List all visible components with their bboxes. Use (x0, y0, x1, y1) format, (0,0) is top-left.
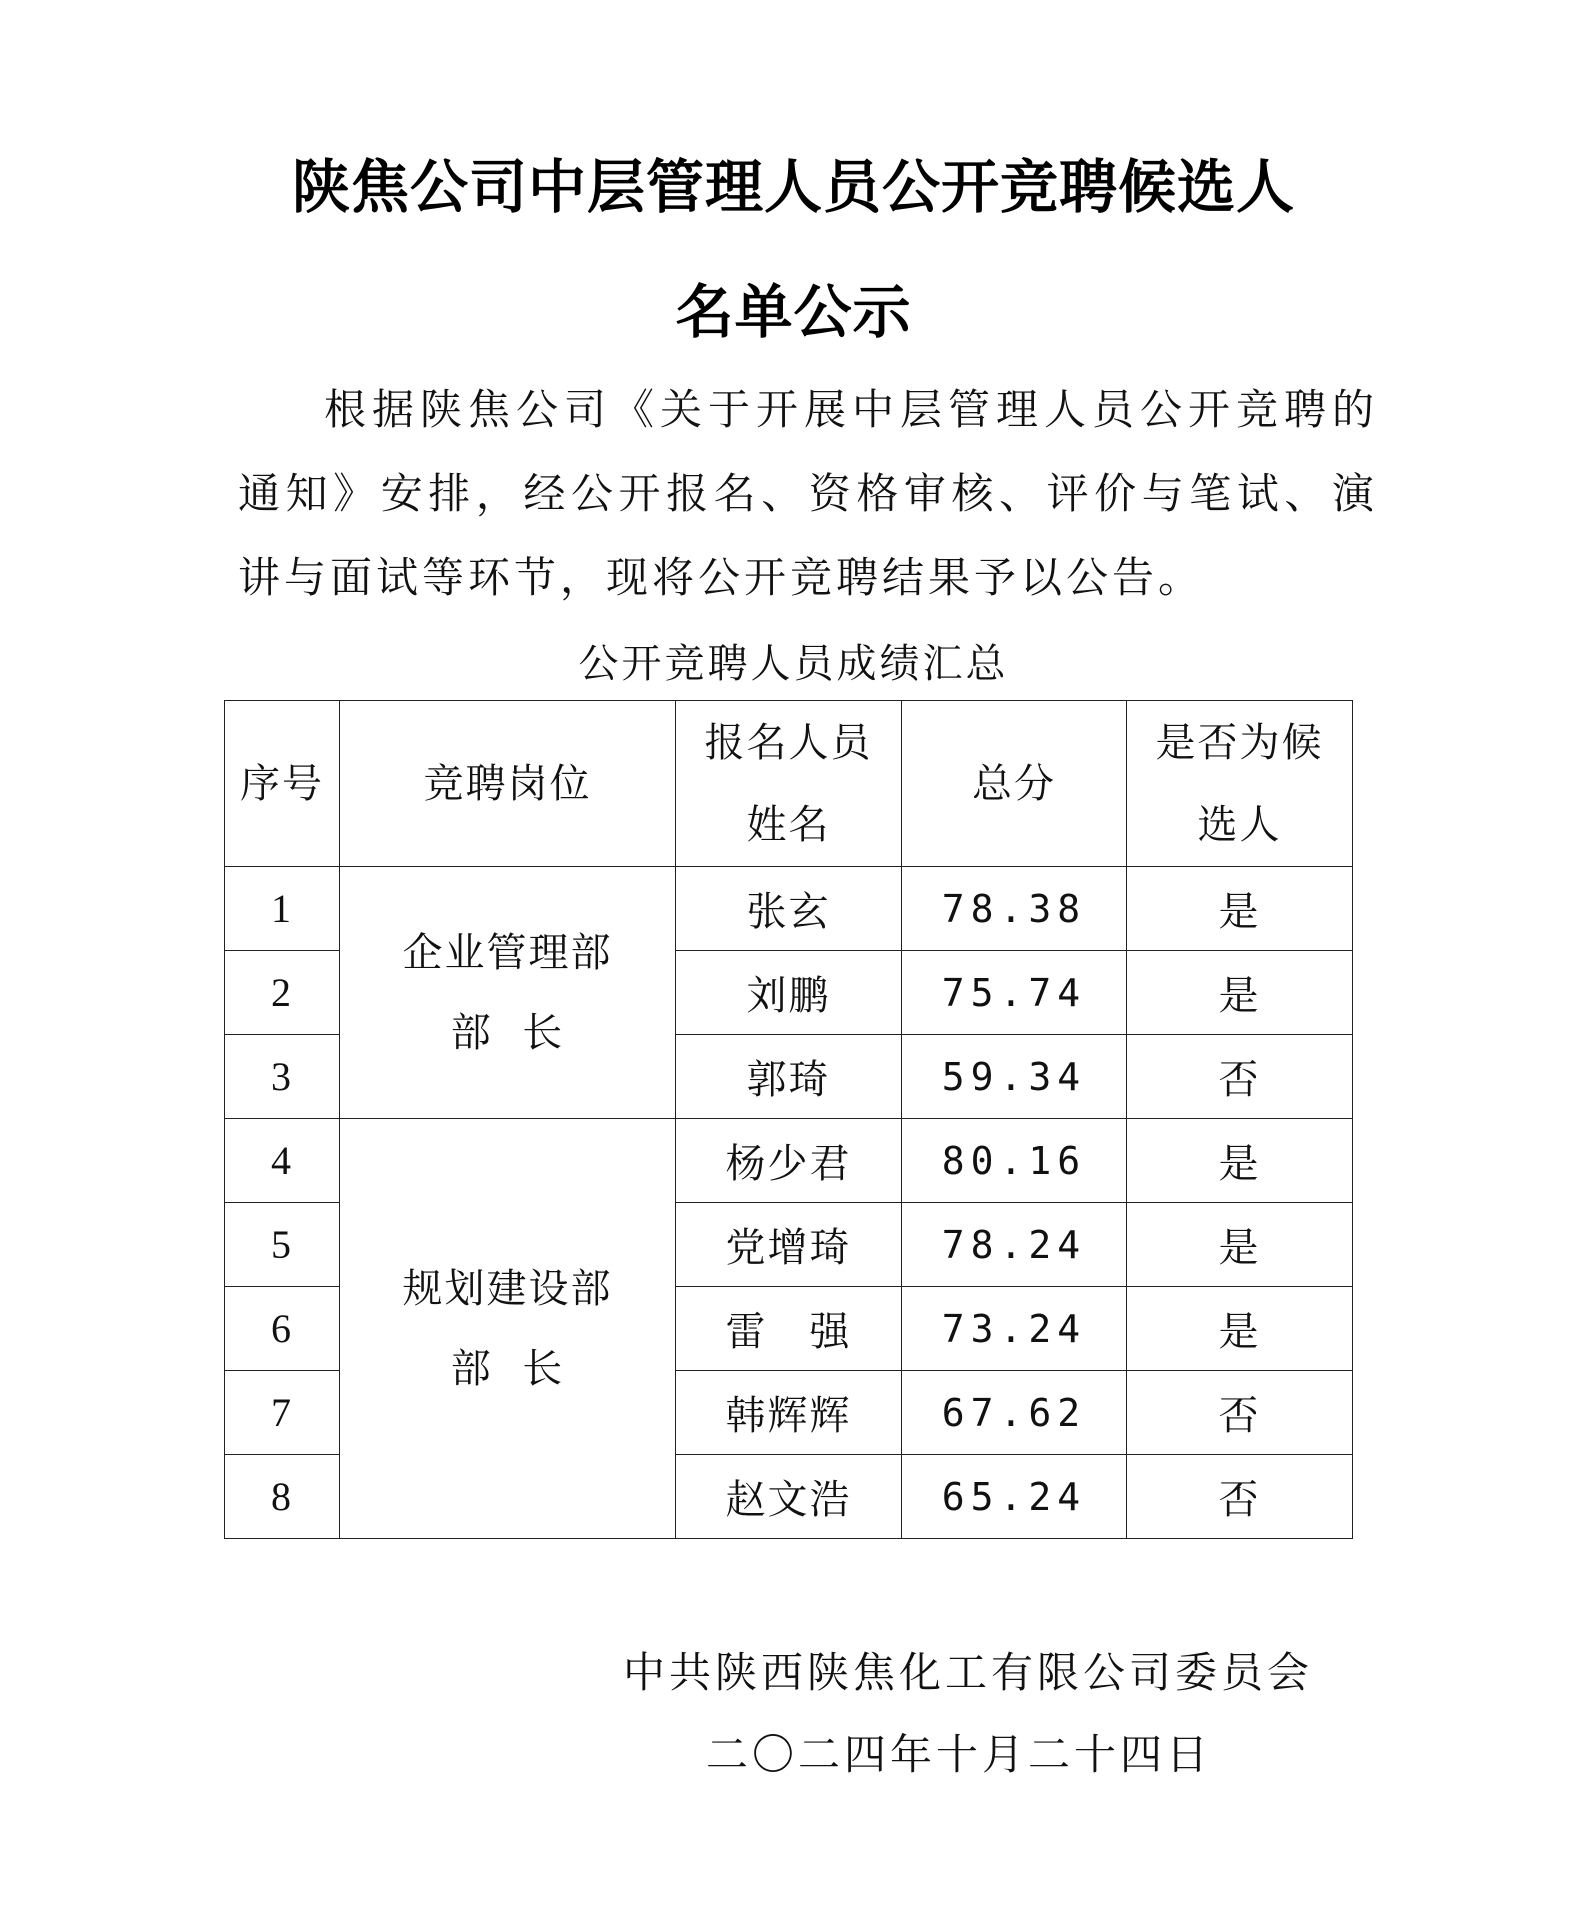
row-candidate: 是 (1127, 951, 1353, 1035)
row-no: 4 (225, 1119, 340, 1203)
row-name: 郭琦 (676, 1035, 902, 1119)
header-position: 竞聘岗位 (340, 701, 676, 867)
document-title-line2: 名单公示 (675, 278, 912, 346)
signature-date: 二〇二四年十月二十四日 (706, 1730, 1213, 1779)
row-no: 2 (225, 951, 340, 1035)
row-name: 雷 强 (676, 1287, 902, 1371)
intro-paragraph (238, 368, 1378, 620)
header-candidate (1127, 701, 1353, 867)
row-name: 张玄 (676, 867, 902, 951)
header-name-line2: 姓名 (746, 801, 831, 848)
row-name: 党增琦 (676, 1203, 902, 1287)
row-candidate: 否 (1127, 1455, 1353, 1539)
header-candidate-line1: 是否为候 (1155, 719, 1324, 766)
row-score: 59.34 (902, 1035, 1127, 1119)
row-no: 7 (225, 1371, 340, 1455)
row-candidate: 否 (1127, 1371, 1353, 1455)
row-score: 78.38 (902, 867, 1127, 951)
row-no: 8 (225, 1455, 340, 1539)
row-no: 1 (225, 867, 340, 951)
row-no: 3 (225, 1035, 340, 1119)
signature-organization: 中共陕西陕焦化工有限公司委员会 (623, 1648, 1314, 1697)
position-cell-planning (340, 1119, 676, 1539)
header-name (676, 701, 902, 867)
row-candidate: 是 (1127, 867, 1353, 951)
intro-text: 根据陕焦公司《关于开展中层管理人员公开竞聘的通知》安排，经公开报名、资格审核、评价与笔试、演讲与面试等环节，现将公开竞聘结果予以公告。 (238, 385, 1378, 602)
table-row (225, 1119, 1353, 1203)
row-candidate: 否 (1127, 1035, 1353, 1119)
header-score: 总分 (902, 701, 1127, 867)
table-caption: 公开竞聘人员成绩汇总 (578, 641, 1009, 687)
row-name: 杨少君 (676, 1119, 902, 1203)
row-score: 67.62 (902, 1371, 1127, 1455)
row-name: 韩辉辉 (676, 1371, 902, 1455)
results-table (224, 700, 1353, 1539)
position-line1: 企业管理部 (402, 929, 613, 976)
position-cell-enterprise (340, 867, 676, 1119)
table-header-row (225, 701, 1353, 867)
row-score: 73.24 (902, 1287, 1127, 1371)
row-name: 赵文浩 (676, 1455, 902, 1539)
position-line2: 部 长 (450, 1009, 565, 1056)
row-score: 65.24 (902, 1455, 1127, 1539)
position-line1: 规划建设部 (402, 1265, 613, 1312)
header-no: 序号 (225, 701, 340, 867)
row-candidate: 是 (1127, 1287, 1353, 1371)
row-name: 刘鹏 (676, 951, 902, 1035)
row-candidate: 是 (1127, 1119, 1353, 1203)
row-score: 78.24 (902, 1203, 1127, 1287)
row-no: 6 (225, 1287, 340, 1371)
document-title-line1: 陕焦公司中层管理人员公开竞聘候选人 (291, 153, 1295, 221)
header-name-line1: 报名人员 (704, 719, 873, 766)
row-no: 5 (225, 1203, 340, 1287)
position-line2: 部 长 (450, 1345, 565, 1392)
header-candidate-line2: 选人 (1197, 801, 1282, 848)
row-score: 75.74 (902, 951, 1127, 1035)
row-candidate: 是 (1127, 1203, 1353, 1287)
table-row (225, 867, 1353, 951)
row-score: 80.16 (902, 1119, 1127, 1203)
